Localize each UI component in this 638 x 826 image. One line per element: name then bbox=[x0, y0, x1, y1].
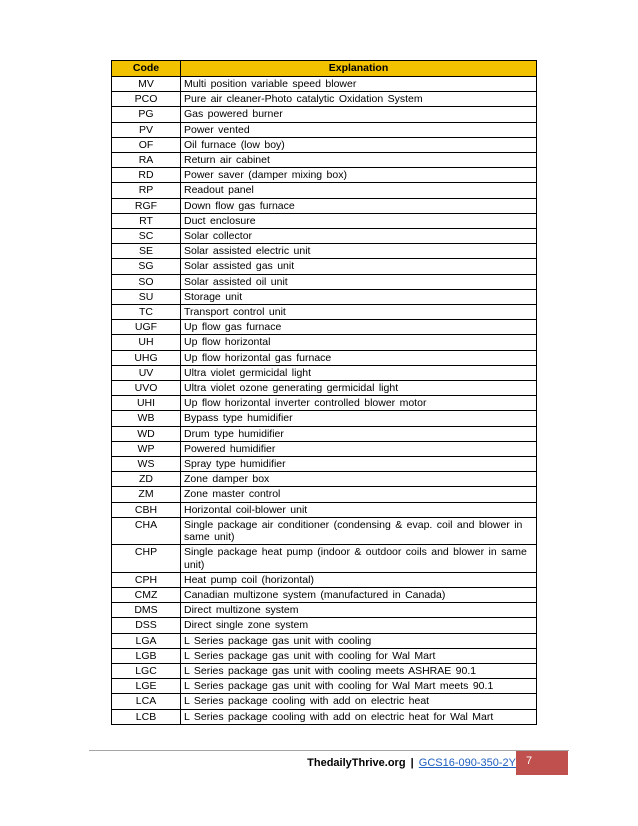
row-explanation: L Series package gas unit with cooling meets ASHRAE 90.1 bbox=[181, 663, 537, 678]
row-code: RGF bbox=[112, 198, 181, 213]
row-explanation: Zone damper box bbox=[181, 472, 537, 487]
table-row bbox=[112, 305, 537, 320]
table-row bbox=[112, 229, 537, 244]
row-code: SG bbox=[112, 259, 181, 274]
table-row bbox=[112, 502, 537, 517]
table-row bbox=[112, 411, 537, 426]
row-code: ZM bbox=[112, 487, 181, 502]
row-explanation: Oil furnace (low boy) bbox=[181, 137, 537, 152]
row-code: CBH bbox=[112, 502, 181, 517]
table-row bbox=[112, 426, 537, 441]
table-row bbox=[112, 396, 537, 411]
row-code: CMZ bbox=[112, 587, 181, 602]
footer-separator: | bbox=[410, 757, 414, 769]
row-explanation: Solar collector bbox=[181, 229, 537, 244]
row-explanation: Bypass type humidifier bbox=[181, 411, 537, 426]
table-row bbox=[112, 545, 537, 572]
footer bbox=[307, 756, 516, 770]
table-row bbox=[112, 618, 537, 633]
row-explanation: Duct enclosure bbox=[181, 213, 537, 228]
table-row bbox=[112, 122, 537, 137]
table-row bbox=[112, 259, 537, 274]
row-explanation: Pure air cleaner-Photo catalytic Oxidation System bbox=[181, 92, 537, 107]
row-code: PG bbox=[112, 107, 181, 122]
table-row bbox=[112, 633, 537, 648]
table-row bbox=[112, 457, 537, 472]
row-explanation: Horizontal coil-blower unit bbox=[181, 502, 537, 517]
row-explanation: Heat pump coil (horizontal) bbox=[181, 572, 537, 587]
row-explanation: Solar assisted electric unit bbox=[181, 244, 537, 259]
row-code: UH bbox=[112, 335, 181, 350]
table-row bbox=[112, 198, 537, 213]
row-explanation: Down flow gas furnace bbox=[181, 198, 537, 213]
row-explanation: Powered humidifier bbox=[181, 441, 537, 456]
table-row bbox=[112, 289, 537, 304]
row-code: WD bbox=[112, 426, 181, 441]
row-explanation: Up flow horizontal bbox=[181, 335, 537, 350]
table-row bbox=[112, 77, 537, 92]
row-explanation: Readout panel bbox=[181, 183, 537, 198]
row-code: RP bbox=[112, 183, 181, 198]
table-row bbox=[112, 709, 537, 724]
table-row bbox=[112, 107, 537, 122]
table-row bbox=[112, 472, 537, 487]
row-code: MV bbox=[112, 77, 181, 92]
row-code: SC bbox=[112, 229, 181, 244]
row-explanation: Single package air conditioner (condensing & evap. coil and blower in same unit) bbox=[181, 517, 537, 544]
row-code: ZD bbox=[112, 472, 181, 487]
row-code: LGA bbox=[112, 633, 181, 648]
table-row bbox=[112, 603, 537, 618]
row-code: DSS bbox=[112, 618, 181, 633]
row-code: DMS bbox=[112, 603, 181, 618]
row-code: UVO bbox=[112, 381, 181, 396]
row-explanation: Return air cabinet bbox=[181, 153, 537, 168]
row-explanation: L Series package cooling with add on electric heat for Wal Mart bbox=[181, 709, 537, 724]
row-explanation: L Series package gas unit with cooling bbox=[181, 633, 537, 648]
table-row bbox=[112, 183, 537, 198]
row-code: LCB bbox=[112, 709, 181, 724]
row-code: OF bbox=[112, 137, 181, 152]
row-explanation: Power vented bbox=[181, 122, 537, 137]
row-explanation: Up flow gas furnace bbox=[181, 320, 537, 335]
row-explanation: Multi position variable speed blower bbox=[181, 77, 537, 92]
row-code: RT bbox=[112, 213, 181, 228]
row-explanation: Ultra violet ozone generating germicidal light bbox=[181, 381, 537, 396]
row-code: SE bbox=[112, 244, 181, 259]
row-code: CHA bbox=[112, 517, 181, 544]
table-row bbox=[112, 587, 537, 602]
row-explanation: Solar assisted oil unit bbox=[181, 274, 537, 289]
row-explanation: Up flow horizontal gas furnace bbox=[181, 350, 537, 365]
row-code: WS bbox=[112, 457, 181, 472]
table-row bbox=[112, 572, 537, 587]
row-code: SO bbox=[112, 274, 181, 289]
table-row bbox=[112, 365, 537, 380]
table-row bbox=[112, 244, 537, 259]
table-header-row bbox=[112, 61, 537, 77]
row-code: RA bbox=[112, 153, 181, 168]
row-code: UHG bbox=[112, 350, 181, 365]
row-code: WP bbox=[112, 441, 181, 456]
row-explanation: Drum type humidifier bbox=[181, 426, 537, 441]
header-code: Code bbox=[112, 61, 181, 77]
row-code: UGF bbox=[112, 320, 181, 335]
row-explanation: Solar assisted gas unit bbox=[181, 259, 537, 274]
row-code: UHI bbox=[112, 396, 181, 411]
table-row bbox=[112, 663, 537, 678]
table-row bbox=[112, 335, 537, 350]
row-explanation: Ultra violet germicidal light bbox=[181, 365, 537, 380]
page-number-badge: 7 bbox=[516, 751, 568, 775]
table-row bbox=[112, 153, 537, 168]
row-explanation: Gas powered burner bbox=[181, 107, 537, 122]
row-explanation: L Series package gas unit with cooling for Wal Mart bbox=[181, 648, 537, 663]
row-explanation: Single package heat pump (indoor & outdoor coils and blower in same unit) bbox=[181, 545, 537, 572]
row-explanation: Direct multizone system bbox=[181, 603, 537, 618]
row-explanation: Zone master control bbox=[181, 487, 537, 502]
footer-divider bbox=[89, 750, 569, 751]
table-row bbox=[112, 381, 537, 396]
table-row bbox=[112, 213, 537, 228]
table-row bbox=[112, 441, 537, 456]
code-explanation-table bbox=[111, 60, 537, 725]
row-code: LGB bbox=[112, 648, 181, 663]
table-row bbox=[112, 320, 537, 335]
table-row bbox=[112, 168, 537, 183]
row-explanation: Storage unit bbox=[181, 289, 537, 304]
row-explanation: L Series package gas unit with cooling for Wal Mart meets 90.1 bbox=[181, 679, 537, 694]
row-code: UV bbox=[112, 365, 181, 380]
row-code: CPH bbox=[112, 572, 181, 587]
row-explanation: Canadian multizone system (manufactured in Canada) bbox=[181, 587, 537, 602]
row-explanation: Direct single zone system bbox=[181, 618, 537, 633]
row-code: LGE bbox=[112, 679, 181, 694]
row-code: SU bbox=[112, 289, 181, 304]
table-row bbox=[112, 648, 537, 663]
table-row bbox=[112, 92, 537, 107]
header-explanation: Explanation bbox=[181, 61, 537, 77]
table-row bbox=[112, 350, 537, 365]
row-code: LCA bbox=[112, 694, 181, 709]
row-code: LGC bbox=[112, 663, 181, 678]
row-explanation: Power saver (damper mixing box) bbox=[181, 168, 537, 183]
row-code: PV bbox=[112, 122, 181, 137]
table-row bbox=[112, 517, 537, 544]
footer-link[interactable]: GCS16-090-350-2Y bbox=[418, 757, 516, 769]
row-code: PCO bbox=[112, 92, 181, 107]
table-body bbox=[112, 77, 537, 725]
table-row bbox=[112, 137, 537, 152]
row-code: RD bbox=[112, 168, 181, 183]
row-explanation: Up flow horizontal inverter controlled blower motor bbox=[181, 396, 537, 411]
row-explanation: Transport control unit bbox=[181, 305, 537, 320]
footer-site: ThedailyThrive.org bbox=[307, 757, 406, 769]
table-row bbox=[112, 679, 537, 694]
row-code: TC bbox=[112, 305, 181, 320]
table-row bbox=[112, 694, 537, 709]
row-explanation: L Series package cooling with add on electric heat bbox=[181, 694, 537, 709]
row-code: CHP bbox=[112, 545, 181, 572]
table-row bbox=[112, 274, 537, 289]
table-row bbox=[112, 487, 537, 502]
row-explanation: Spray type humidifier bbox=[181, 457, 537, 472]
row-code: WB bbox=[112, 411, 181, 426]
